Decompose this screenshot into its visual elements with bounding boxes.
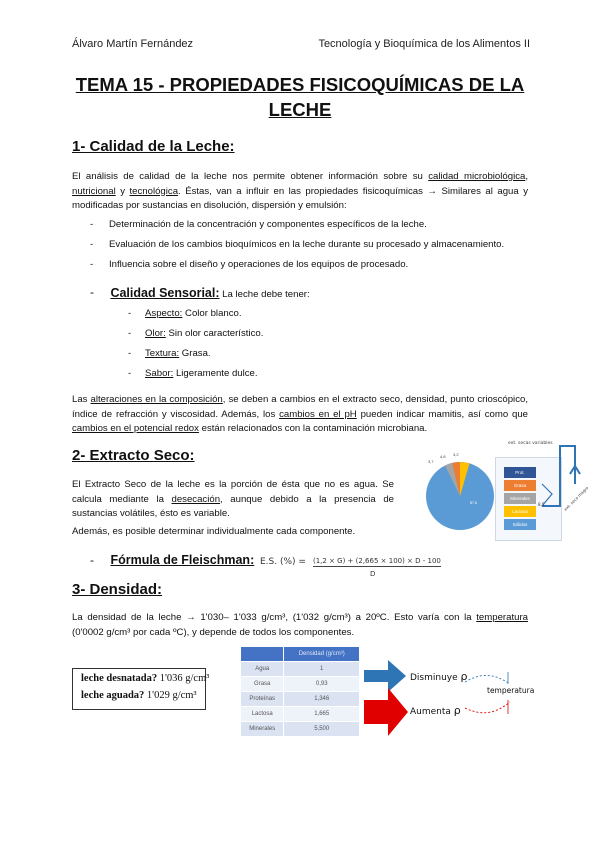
title-line-2: LECHE <box>268 99 332 120</box>
composition-pie-chart <box>420 452 500 532</box>
sensorial-value: Sin olor característico. <box>165 328 264 339</box>
page-title <box>60 72 540 122</box>
text: pueden indicar mamitis, así como que <box>356 408 528 420</box>
arrow-right-red-icon <box>364 688 408 736</box>
section-1-paragraph-2 <box>72 393 528 437</box>
table-header: Densidad (g/cm³) <box>284 647 360 662</box>
increase-text: Aumenta <box>410 707 451 717</box>
text: y <box>115 185 130 197</box>
sensorial-title: Calidad Sensorial: <box>110 286 220 300</box>
table-cell: 1 <box>284 662 360 677</box>
text: La densidad de la leche → 1'030– 1'033 g/cm³, (1'032 g/cm³) a 20ºC. Esto varía con la <box>72 612 477 623</box>
link-desiccation: desecación <box>171 493 221 505</box>
temperature-curves <box>460 668 540 718</box>
link-temperature: temperatura <box>476 612 528 623</box>
formula-title: Fórmula de Fleischman: <box>110 553 255 567</box>
component-box-minerals: Minerales <box>504 493 536 504</box>
formula-numerator: (1,2 × G) + (2,665 × 100) × D - 100 <box>313 557 441 565</box>
decrease-text: Disminuye <box>410 673 458 683</box>
table-cell: Lactosa <box>241 707 284 722</box>
section-3-heading: 3- Densidad: <box>72 581 163 598</box>
table-cell: 1,346 <box>284 692 360 707</box>
section-1-paragraph-1 <box>72 170 528 214</box>
density-arrows <box>362 658 410 748</box>
link-technological: tecnológica <box>129 185 179 197</box>
table-row <box>241 692 360 707</box>
table-row <box>241 662 360 677</box>
link-redox: cambios en el potencial redox <box>72 423 199 434</box>
link-microbiological: calidad microbiológica <box>428 171 526 182</box>
boxed-skimmed <box>81 673 210 684</box>
bullet-text: Evaluación de los cambios bioquímicos en la leche durante su procesado y almacenamiento. <box>109 239 505 250</box>
formula-denominator: D <box>370 570 376 578</box>
component-box-protein: Prot. <box>504 467 536 478</box>
component-box-fat: Grasa <box>504 480 536 491</box>
section-1-heading: 1- Calidad de la Leche: <box>72 138 235 155</box>
text: están relacionados con la contaminación microbiana. <box>198 423 428 434</box>
table-row <box>241 677 360 692</box>
arrow-right-blue-icon <box>364 660 406 692</box>
formula-title-row: - Fórmula de Fleischman: <box>90 553 255 567</box>
density-table <box>240 646 360 737</box>
table-cell: Grasa <box>241 677 284 692</box>
sensorial-label: Olor: <box>145 328 166 339</box>
text: Las <box>72 394 91 405</box>
sensorial-value: Color blanco. <box>182 308 242 319</box>
text: . Éstas, van a influir en las propiedades fisicoquímicas → Similares al agua y modificadas por sustancias en disolución, dispersión y emulsión: <box>72 185 528 211</box>
pie-label-1: 3,7 <box>428 459 434 464</box>
link-composition: alteraciones en la composición <box>90 394 223 405</box>
rho-symbol: ρ <box>460 670 468 683</box>
temperature-label: temperatura <box>487 686 535 695</box>
section-2-paragraph-2: Además, es posible determinar individualmente cada componente. <box>72 526 356 537</box>
table-row <box>241 722 360 737</box>
table-cell: 1,665 <box>284 707 360 722</box>
boxed-densities <box>72 668 210 710</box>
bullet-text: Determinación de la concentración y componentes específicos de la leche. <box>109 219 427 230</box>
sensorial-text: La leche debe tener: <box>219 289 310 300</box>
text: , <box>525 171 528 182</box>
diagram-connectors <box>530 444 590 524</box>
bullet-text: Influencia sobre el diseño y operaciones de los equipos de procesado. <box>109 259 409 270</box>
page-header-author: Álvaro Martín Fernández <box>72 38 194 50</box>
formula-lhs: E.S. (%) = <box>260 557 306 567</box>
table-cell: Proteínas <box>241 692 284 707</box>
boxed-watered-label: leche aguada? <box>81 690 145 701</box>
sensorial-label: Sabor: <box>145 368 174 379</box>
link-ph: cambios en el pH <box>279 408 357 420</box>
curve-red <box>465 702 510 713</box>
table-cell: 5,500 <box>284 722 360 737</box>
pie-label-3: 3,2 <box>453 452 459 457</box>
boxed-watered <box>81 690 205 701</box>
table-cell: Agua <box>241 662 284 677</box>
rho-symbol: ρ <box>453 704 461 717</box>
diagram-side-value: 8,5 <box>538 502 545 507</box>
text: El análisis de calidad de la leche nos permite obtener información sobre su <box>72 171 429 182</box>
sensorial-quality: - Calidad Sensorial: La leche debe tener: <box>90 285 310 300</box>
table-cell: Minerales <box>241 722 284 737</box>
sensorial-value: Grasa. <box>179 348 211 359</box>
text: El Extracto Seco de la leche es la porción de ésta que no es agua. Se calcula mediante la <box>72 479 394 505</box>
boxed-skimmed-value: 1'036 g/cm³ <box>157 673 210 684</box>
curve-blue <box>465 675 510 684</box>
decrease-label <box>410 670 468 683</box>
sensorial-label: Aspecto: <box>145 308 183 319</box>
section-2-paragraph-1 <box>72 478 394 522</box>
diagram-top-note: ext. secas variables <box>508 441 553 446</box>
text: , se deben a cambios en el extracto seco, densidad, punto crioscópico, índice de refracción y viscosidad. Además, los <box>72 394 528 420</box>
diagram-bracket-line <box>542 446 575 506</box>
sensorial-value: Ligeramente dulce. <box>173 368 258 379</box>
title-line-1: TEMA 15 - PROPIEDADES FISICOQUÍMICAS DE LA <box>75 74 525 95</box>
boxed-skimmed-label: leche desnatada? <box>81 673 158 684</box>
table-cell: 0,93 <box>284 677 360 692</box>
boxed-watered-value: 1'029 g/cm³ <box>144 690 197 701</box>
page-header-course: Tecnología y Bioquímica de los Alimentos II <box>318 38 530 50</box>
section-3-paragraph-1 <box>72 611 528 640</box>
text: , aunque debido a la presencia de sustancias volátiles, ésto es variable. <box>72 493 394 519</box>
table-header-row <box>241 647 360 662</box>
sensorial-label: Textura: <box>145 348 180 359</box>
link-nutritional: nutricional <box>72 185 116 197</box>
table-row <box>241 707 360 722</box>
pie-label-water: 87,5 <box>470 501 477 505</box>
diagram-side-note: ext. seco magro <box>562 485 590 512</box>
increase-label <box>410 704 461 717</box>
component-box-solids: Sólidos <box>504 519 536 530</box>
component-box-lactose: Lactosa <box>504 506 536 517</box>
text: (0'0002 g/cm³ por cada ºC), y depende de todos los componentes. <box>72 626 355 638</box>
pie-label-2: 4,8 <box>440 454 446 459</box>
section-2-heading: 2- Extracto Seco: <box>72 447 195 464</box>
